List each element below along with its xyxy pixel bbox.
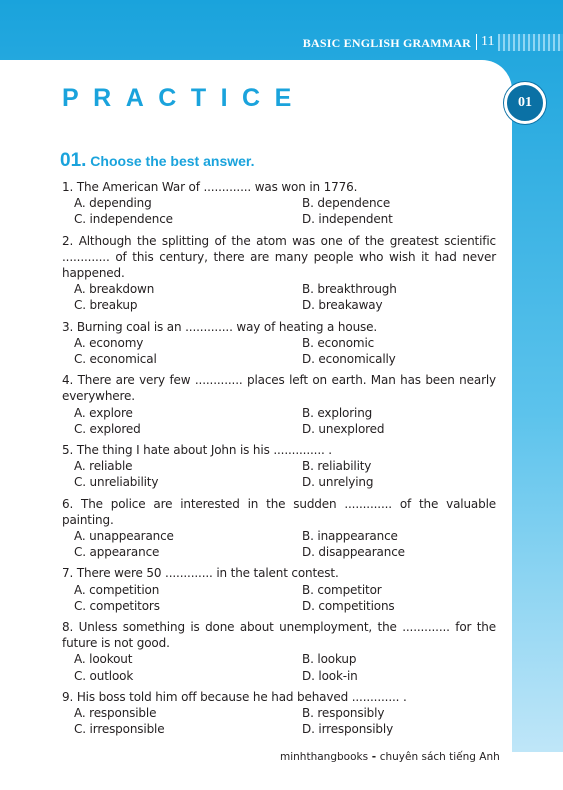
question-stem: 2. Although the splitting of the atom was one of the greatest scientific ............. of this century, there are many people who wish it had never happened.: [62, 233, 496, 281]
option-d: D. competitions: [302, 598, 395, 613]
question-stem: 3. Burning coal is an ............. way of heating a house.: [62, 319, 378, 334]
option-d: D. irresponsibly: [302, 722, 394, 737]
answer-options: [62, 335, 496, 367]
footer-brand: minhthangbooks: [280, 751, 369, 763]
footer-tagline: chuyên sách tiếng Anh: [379, 751, 500, 763]
section-number: 01.: [60, 150, 87, 171]
option-c: C. unreliability: [74, 475, 159, 490]
option-c: C. outlook: [74, 668, 134, 683]
option-c: C. competitors: [74, 598, 160, 613]
option-d: D. unexplored: [302, 421, 385, 436]
header-title: BASIC ENGLISH GRAMMAR: [302, 36, 471, 50]
option-c: C. appearance: [74, 545, 160, 560]
question-stem: 8. Unless something is done about unemployment, the ............. for the future is not good.: [62, 620, 496, 651]
option-c: C. breakup: [74, 298, 138, 313]
option-a: A. economy: [74, 335, 144, 350]
footer: [280, 751, 500, 763]
question-1: [62, 179, 496, 228]
option-a: A. responsible: [74, 706, 157, 721]
option-b: B. breakthrough: [302, 282, 397, 297]
question-5: [62, 442, 496, 491]
option-a: A. depending: [74, 196, 152, 211]
option-a: A. competition: [74, 582, 160, 597]
option-d: D. disappearance: [302, 545, 405, 560]
option-c: C. explored: [74, 421, 141, 436]
answer-options: [62, 281, 496, 313]
option-d: D. economically: [302, 352, 396, 367]
option-c: C. economical: [74, 352, 157, 367]
question-stem: 5. The thing I hate about John is his .............. .: [62, 443, 332, 458]
section-heading: [60, 150, 254, 172]
option-d: D. breakaway: [302, 298, 383, 313]
question-stem: 9. His boss told him off because he had behaved ............. .: [62, 689, 407, 704]
answer-options: [62, 651, 496, 683]
question-stem: 1. The American War of ............. was won in 1776.: [62, 180, 358, 194]
question-7: [62, 565, 496, 614]
option-a: A. unappearance: [74, 529, 174, 544]
option-a: A. breakdown: [74, 282, 155, 297]
header-stripes: [498, 34, 563, 51]
footer-separator: -: [368, 751, 380, 763]
option-b: B. responsibly: [302, 706, 385, 721]
option-b: B. exploring: [302, 405, 373, 420]
question-2: [62, 233, 496, 314]
option-b: B. reliability: [302, 459, 372, 474]
question-6: [62, 496, 496, 561]
answer-options: [62, 582, 496, 614]
question-3: [62, 319, 496, 368]
unit-badge: [504, 82, 546, 124]
option-b: B. inappearance: [302, 529, 398, 544]
question-4: [62, 372, 496, 437]
option-d: D. unrelying: [302, 475, 374, 490]
question-stem: 7. There were 50 ............. in the talent contest.: [62, 566, 339, 581]
option-b: B. competitor: [302, 582, 382, 597]
option-a: A. reliable: [74, 459, 133, 474]
answer-options: [62, 528, 496, 560]
question-9: [62, 689, 496, 738]
option-c: C. irresponsible: [74, 722, 165, 737]
answer-options: [62, 458, 496, 490]
question-stem: 4. There are very few ............. places left on earth. Man has been nearly everywhere.: [62, 373, 496, 404]
option-d: D. look-in: [302, 668, 358, 683]
unit-badge-label: 01: [518, 95, 532, 110]
answer-options: [62, 195, 496, 227]
option-b: B. economic: [302, 335, 375, 350]
option-a: A. lookout: [74, 652, 133, 667]
question-stem: 6. The police are interested in the sudden ............. of the valuable painting.: [62, 496, 496, 527]
practice-title: PRACTICE: [62, 84, 306, 112]
answer-options: [62, 405, 496, 437]
section-instruction: Choose the best answer.: [86, 153, 255, 169]
option-b: B. dependence: [302, 196, 391, 211]
option-c: C. independence: [74, 212, 173, 227]
answer-options: [62, 705, 496, 737]
page-number: 11: [476, 34, 494, 50]
question-list: [62, 179, 496, 743]
option-d: D. independent: [302, 212, 393, 227]
option-a: A. explore: [74, 405, 133, 420]
question-8: [62, 619, 496, 684]
option-b: B. lookup: [302, 652, 357, 667]
